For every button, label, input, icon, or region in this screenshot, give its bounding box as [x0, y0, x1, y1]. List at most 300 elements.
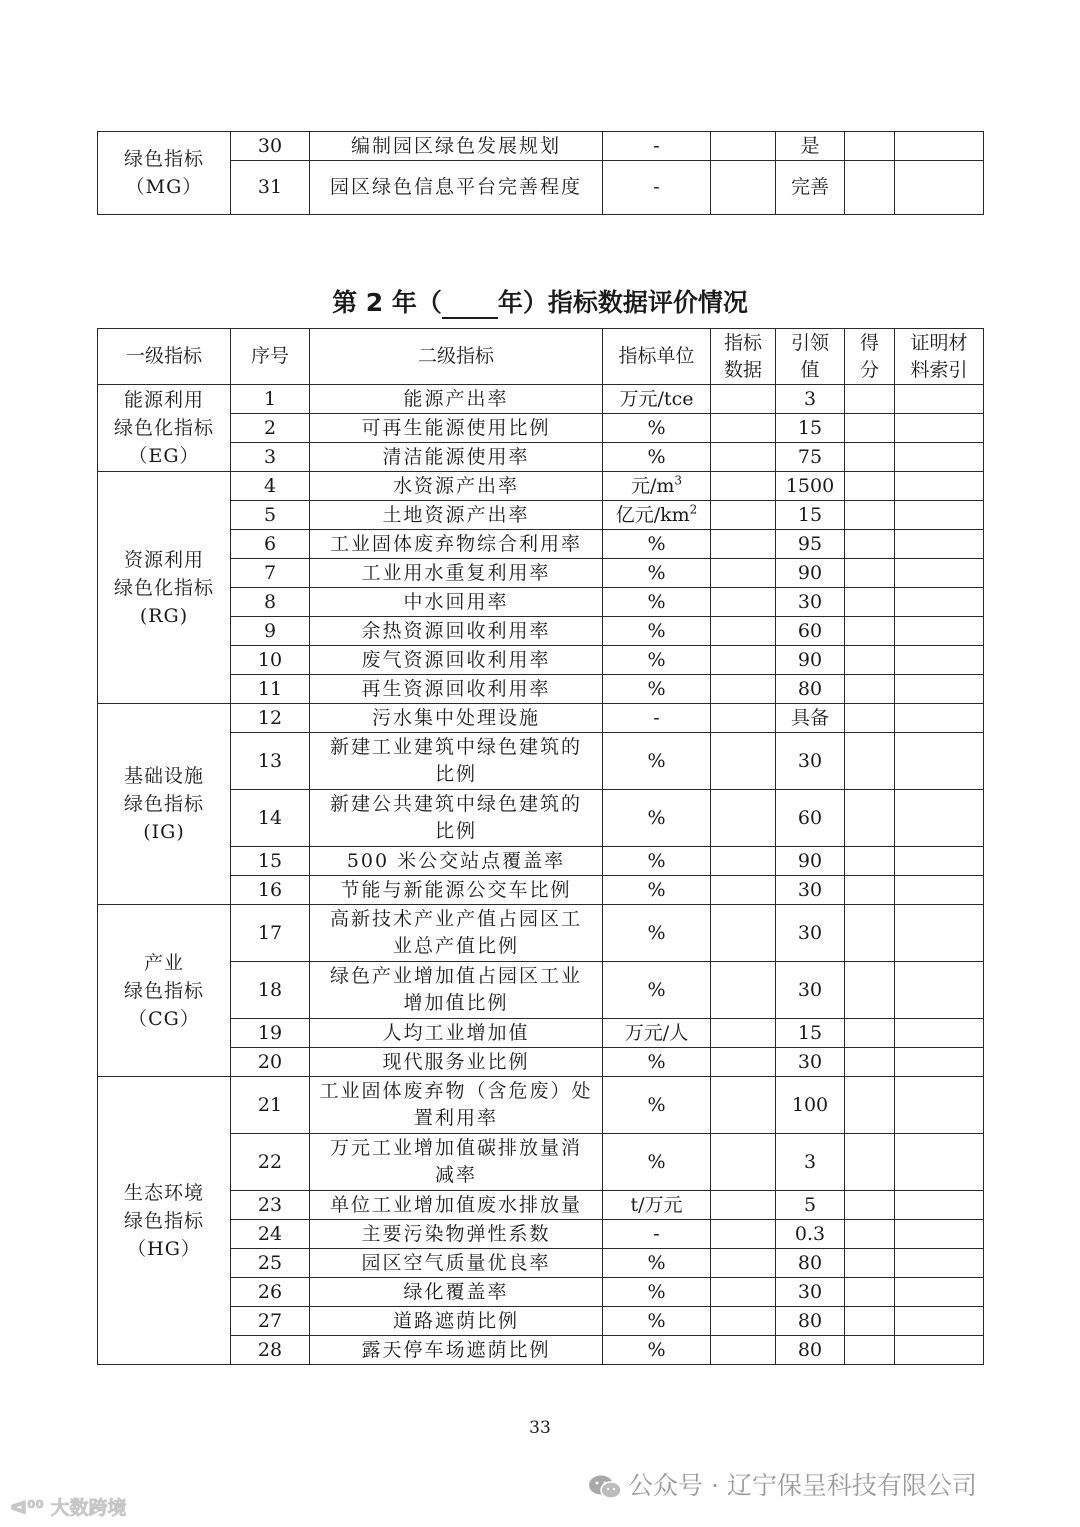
- category-line: 资源利用: [123, 548, 204, 571]
- row-evidence: [895, 675, 984, 704]
- title-prefix: 第 2 年（: [332, 288, 442, 317]
- row-unit: [603, 588, 711, 617]
- row-evidence: [895, 559, 984, 588]
- row-data: [711, 704, 776, 733]
- row-target: 15: [776, 1019, 845, 1048]
- unit-text: %: [647, 648, 666, 671]
- row-unit: [603, 1220, 711, 1249]
- table-row: [98, 1134, 984, 1191]
- row-score: [845, 617, 895, 646]
- row-target: 100: [776, 1077, 845, 1134]
- wechat-icon: [588, 1474, 622, 1500]
- row-no: 27: [231, 1307, 310, 1336]
- row-target: 80: [776, 675, 845, 704]
- row-unit: [603, 1048, 711, 1077]
- indicator-line: 置利用率: [413, 1107, 498, 1129]
- row-evidence: [895, 617, 984, 646]
- unit-superscript: 3: [674, 473, 683, 488]
- unit-text: -: [653, 1222, 660, 1245]
- row-data: [711, 1019, 776, 1048]
- row-score: [845, 414, 895, 443]
- unit-text: %: [647, 532, 666, 555]
- indicator-line: 废气资源回收利用率: [361, 648, 551, 671]
- wechat-watermark: [588, 1466, 977, 1502]
- row-score: [845, 588, 895, 617]
- indicator-line: 减率: [434, 1164, 477, 1186]
- category-cell: [98, 704, 231, 905]
- row-indicator: [310, 501, 603, 530]
- indicator-line: 人均工业增加值: [382, 1021, 530, 1044]
- row-score: [845, 962, 895, 1019]
- row-data: [711, 385, 776, 414]
- row-score: [845, 1019, 895, 1048]
- indicator-line: 新建公共建筑中绿色建筑的: [329, 793, 582, 815]
- row-score: [845, 1307, 895, 1336]
- row-evidence: [895, 905, 984, 962]
- row-score: [845, 704, 895, 733]
- indicator-line: 绿色产业增加值占园区工业: [329, 965, 582, 987]
- unit-text: t/万元: [630, 1193, 683, 1216]
- row-target: 3: [776, 385, 845, 414]
- unit-text: %: [647, 677, 666, 700]
- row-no: 26: [231, 1278, 310, 1307]
- row-evidence: [895, 1307, 984, 1336]
- row-score: [845, 1077, 895, 1134]
- row-evidence: [895, 161, 984, 215]
- unit-text: 万元/tce: [619, 387, 694, 410]
- row-no: 11: [231, 675, 310, 704]
- header-level1: 一级指标: [98, 329, 231, 385]
- row-evidence: [895, 385, 984, 414]
- row-score: [845, 1134, 895, 1191]
- indicator-line: 高新技术产业产值占园区工: [329, 908, 582, 930]
- table-row: [98, 588, 984, 617]
- table-row: [98, 704, 984, 733]
- row-score: [845, 132, 895, 161]
- row-indicator: [310, 675, 603, 704]
- indicator-table: [97, 328, 984, 1365]
- row-indicator: [310, 962, 603, 1019]
- row-data: [711, 1220, 776, 1249]
- unit-text: %: [647, 1338, 666, 1361]
- row-indicator: [310, 905, 603, 962]
- row-target: 完善: [776, 161, 845, 215]
- row-target: 60: [776, 790, 845, 847]
- header-evidence-line: 料索引: [910, 358, 968, 381]
- table-row: [98, 876, 984, 905]
- row-target: 30: [776, 1048, 845, 1077]
- header-score-line: 得: [859, 331, 879, 354]
- table-row: [98, 472, 984, 501]
- indicator-line: 能源产出率: [403, 387, 509, 410]
- indicator-line: 余热资源回收利用率: [361, 619, 551, 642]
- category-cell: [98, 1077, 231, 1365]
- row-evidence: [895, 1249, 984, 1278]
- row-data: [711, 501, 776, 530]
- category-cell: [98, 905, 231, 1077]
- row-unit: [603, 1249, 711, 1278]
- indicator-line: 工业固体废弃物综合利用率: [329, 532, 582, 555]
- table-row: [98, 962, 984, 1019]
- row-score: [845, 1278, 895, 1307]
- top-table: [97, 131, 984, 215]
- unit-text: %: [647, 978, 666, 1001]
- row-data: [711, 847, 776, 876]
- category-line: (RG): [139, 604, 189, 627]
- category-line: （HG）: [127, 1237, 201, 1260]
- row-target: 80: [776, 1307, 845, 1336]
- row-target: 15: [776, 414, 845, 443]
- row-data: [711, 675, 776, 704]
- row-no: 18: [231, 962, 310, 1019]
- row-indicator: [310, 1191, 603, 1220]
- unit-text: %: [647, 1093, 666, 1116]
- unit-text: %: [647, 921, 666, 944]
- header-target-line: 值: [800, 358, 820, 381]
- category-line: 绿色指标: [123, 148, 204, 170]
- category-line: 生态环境: [123, 1181, 204, 1204]
- row-unit: [603, 847, 711, 876]
- row-target: 75: [776, 443, 845, 472]
- row-unit: [603, 905, 711, 962]
- row-unit: [603, 704, 711, 733]
- unit-text: 元/m: [630, 474, 675, 497]
- row-data: [711, 790, 776, 847]
- category-line: 基础设施: [123, 765, 204, 787]
- row-unit: [603, 385, 711, 414]
- row-evidence: [895, 1191, 984, 1220]
- row-indicator: 编制园区绿色发展规划: [310, 132, 603, 161]
- table-row: [98, 559, 984, 588]
- row-no: 8: [231, 588, 310, 617]
- row-data: [711, 530, 776, 559]
- unit-text: -: [653, 706, 660, 729]
- row-no: 28: [231, 1336, 310, 1365]
- watermark-left-text: 大数跨境: [50, 1497, 127, 1519]
- indicator-line: 新建工业建筑中绿色建筑的: [329, 736, 582, 758]
- title-suffix: 年）指标数据评价情况: [497, 288, 748, 317]
- category-cell: [98, 385, 231, 472]
- row-score: [845, 733, 895, 790]
- row-score: [845, 905, 895, 962]
- unit-text: %: [647, 878, 666, 901]
- unit-superscript: 2: [689, 502, 698, 517]
- row-unit: [603, 559, 711, 588]
- row-unit: [603, 501, 711, 530]
- row-indicator: [310, 530, 603, 559]
- row-evidence: [895, 704, 984, 733]
- row-no: 22: [231, 1134, 310, 1191]
- row-score: [845, 501, 895, 530]
- row-no: 19: [231, 1019, 310, 1048]
- unit-text: %: [647, 806, 666, 829]
- row-no: 15: [231, 847, 310, 876]
- row-evidence: [895, 1134, 984, 1191]
- indicator-line: 可再生能源使用比例: [361, 416, 551, 439]
- row-indicator: [310, 472, 603, 501]
- row-evidence: [895, 414, 984, 443]
- category-cell: [98, 132, 231, 215]
- header-score: [845, 329, 895, 385]
- watermark-logo-icon: ᐊ⁰⁰: [10, 1497, 51, 1519]
- unit-text: %: [647, 1309, 666, 1332]
- unit-text: %: [647, 849, 666, 872]
- category-line: (IG): [143, 821, 185, 843]
- indicator-line: 土地资源产出率: [382, 503, 530, 526]
- indicator-line: 增加值比例: [403, 992, 509, 1014]
- row-indicator: 园区绿色信息平台完善程度: [310, 161, 603, 215]
- row-evidence: [895, 962, 984, 1019]
- row-no: 4: [231, 472, 310, 501]
- row-no: 13: [231, 733, 310, 790]
- row-no: 16: [231, 876, 310, 905]
- row-unit: [603, 1134, 711, 1191]
- row-unit: -: [603, 132, 711, 161]
- row-indicator: [310, 1249, 603, 1278]
- indicator-line: 园区空气质量优良率: [361, 1251, 551, 1274]
- table-row: [98, 443, 984, 472]
- row-target: 90: [776, 559, 845, 588]
- unit-text: %: [647, 1251, 666, 1274]
- row-no: 14: [231, 790, 310, 847]
- row-evidence: [895, 876, 984, 905]
- row-unit: [603, 530, 711, 559]
- row-no: 3: [231, 443, 310, 472]
- row-data: [711, 1077, 776, 1134]
- row-unit: [603, 962, 711, 1019]
- indicator-line: 工业固体废弃物（含危废）处: [319, 1080, 593, 1102]
- row-indicator: [310, 617, 603, 646]
- category-line: （MG）: [125, 176, 203, 198]
- row-no: 24: [231, 1220, 310, 1249]
- row-unit: -: [603, 161, 711, 215]
- category-line: 绿色指标: [123, 793, 204, 815]
- page-number: 33: [529, 1418, 551, 1438]
- category-line: （EG）: [128, 445, 200, 467]
- row-data: [711, 472, 776, 501]
- row-score: [845, 1191, 895, 1220]
- row-unit: [603, 876, 711, 905]
- row-unit: [603, 1336, 711, 1365]
- header-data-line: 数据: [723, 358, 762, 381]
- row-score: [845, 1336, 895, 1365]
- row-evidence: [895, 472, 984, 501]
- indicator-line: 比例: [434, 763, 477, 785]
- row-no: 25: [231, 1249, 310, 1278]
- unit-text: %: [647, 619, 666, 642]
- indicator-line: 节能与新能源公交车比例: [340, 878, 572, 901]
- row-no: 1: [231, 385, 310, 414]
- row-no: 30: [231, 132, 310, 161]
- row-target: 30: [776, 733, 845, 790]
- row-target: 30: [776, 1278, 845, 1307]
- row-target: 60: [776, 617, 845, 646]
- row-unit: [603, 472, 711, 501]
- table-row: [98, 617, 984, 646]
- row-data: [711, 132, 776, 161]
- table-row: [98, 501, 984, 530]
- row-no: 23: [231, 1191, 310, 1220]
- indicator-line: 清洁能源使用率: [382, 445, 530, 468]
- category-line: （CG）: [128, 1007, 200, 1030]
- row-no: 6: [231, 530, 310, 559]
- row-evidence: [895, 501, 984, 530]
- row-data: [711, 1278, 776, 1307]
- row-unit: [603, 414, 711, 443]
- row-indicator: [310, 1048, 603, 1077]
- table-row: [98, 414, 984, 443]
- row-target: 15: [776, 501, 845, 530]
- row-no: 2: [231, 414, 310, 443]
- row-evidence: [895, 132, 984, 161]
- row-data: [711, 414, 776, 443]
- watermark-right-text: 公众号 · 辽宁保呈科技有限公司: [628, 1471, 977, 1500]
- row-target: 95: [776, 530, 845, 559]
- table-row: [98, 132, 984, 161]
- category-line: 绿色指标: [123, 1209, 204, 1232]
- row-unit: [603, 1191, 711, 1220]
- row-evidence: [895, 588, 984, 617]
- row-no: 9: [231, 617, 310, 646]
- row-unit: [603, 443, 711, 472]
- row-score: [845, 559, 895, 588]
- row-indicator: [310, 588, 603, 617]
- row-unit: [603, 1077, 711, 1134]
- row-unit: [603, 1278, 711, 1307]
- row-target: 30: [776, 962, 845, 1019]
- row-score: [845, 530, 895, 559]
- row-score: [845, 472, 895, 501]
- row-evidence: [895, 1019, 984, 1048]
- row-indicator: [310, 1077, 603, 1134]
- table-row: [98, 1278, 984, 1307]
- row-evidence: [895, 1077, 984, 1134]
- row-target: 3: [776, 1134, 845, 1191]
- header-no: 序号: [231, 329, 310, 385]
- row-target: 80: [776, 1249, 845, 1278]
- row-target: 30: [776, 876, 845, 905]
- row-unit: [603, 733, 711, 790]
- row-unit: [603, 1019, 711, 1048]
- table-row: [98, 1191, 984, 1220]
- row-target: 5: [776, 1191, 845, 1220]
- row-indicator: [310, 876, 603, 905]
- row-indicator: [310, 790, 603, 847]
- header-target-line: 引领: [790, 331, 829, 354]
- row-indicator: [310, 1307, 603, 1336]
- unit-text: %: [647, 445, 666, 468]
- row-data: [711, 876, 776, 905]
- table-row: [98, 847, 984, 876]
- row-score: [845, 675, 895, 704]
- indicator-line: 单位工业增加值废水排放量: [329, 1193, 582, 1216]
- header-row: [98, 329, 984, 385]
- row-data: [711, 1336, 776, 1365]
- indicator-line: 业总产值比例: [392, 935, 519, 957]
- corner-watermark: [10, 1493, 126, 1520]
- row-data: [711, 559, 776, 588]
- header-data: [711, 329, 776, 385]
- row-indicator: [310, 1220, 603, 1249]
- category-line: 能源利用: [123, 389, 204, 411]
- header-data-line: 指标: [723, 331, 762, 354]
- row-data: [711, 1307, 776, 1336]
- section-title: [0, 283, 1080, 319]
- unit-text: %: [647, 749, 666, 772]
- row-target: 90: [776, 847, 845, 876]
- row-target: 90: [776, 646, 845, 675]
- row-no: 7: [231, 559, 310, 588]
- row-target: 80: [776, 1336, 845, 1365]
- unit-text: %: [647, 1280, 666, 1303]
- row-target: 30: [776, 588, 845, 617]
- indicator-line: 500 米公交站点覆盖率: [346, 849, 566, 872]
- table-row: [98, 385, 984, 414]
- unit-text: %: [647, 416, 666, 439]
- row-data: [711, 161, 776, 215]
- row-data: [711, 617, 776, 646]
- row-unit: [603, 646, 711, 675]
- table-row: [98, 1048, 984, 1077]
- indicator-line: 工业用水重复利用率: [361, 561, 551, 584]
- table-row: [98, 646, 984, 675]
- unit-text: 万元/人: [624, 1021, 689, 1044]
- table-row: [98, 905, 984, 962]
- row-score: [845, 1220, 895, 1249]
- row-no: 5: [231, 501, 310, 530]
- row-indicator: [310, 443, 603, 472]
- table-row: [98, 1336, 984, 1365]
- row-unit: [603, 675, 711, 704]
- table-row: [98, 675, 984, 704]
- category-line: 绿色化指标: [113, 576, 214, 599]
- row-score: [845, 790, 895, 847]
- category-line: 产业: [143, 951, 184, 974]
- row-evidence: [895, 790, 984, 847]
- table-row: [98, 1077, 984, 1134]
- row-indicator: [310, 385, 603, 414]
- row-evidence: [895, 443, 984, 472]
- header-evidence: [895, 329, 984, 385]
- row-indicator: [310, 1278, 603, 1307]
- row-indicator: [310, 646, 603, 675]
- indicator-line: 比例: [434, 820, 477, 842]
- row-indicator: [310, 414, 603, 443]
- row-data: [711, 905, 776, 962]
- row-evidence: [895, 530, 984, 559]
- row-target: 1500: [776, 472, 845, 501]
- indicator-line: 中水回用率: [403, 590, 509, 613]
- row-no: 31: [231, 161, 310, 215]
- row-score: [845, 385, 895, 414]
- category-line: 绿色化指标: [113, 417, 214, 439]
- row-score: [845, 1048, 895, 1077]
- unit-text: 亿元/km: [615, 503, 690, 526]
- row-score: [845, 847, 895, 876]
- row-data: [711, 588, 776, 617]
- row-evidence: [895, 646, 984, 675]
- indicator-line: 露天停车场遮荫比例: [361, 1338, 551, 1361]
- row-unit: [603, 617, 711, 646]
- category-line: 绿色指标: [123, 979, 204, 1002]
- row-no: 12: [231, 704, 310, 733]
- header-level2: 二级指标: [310, 329, 603, 385]
- row-no: 20: [231, 1048, 310, 1077]
- row-evidence: [895, 1278, 984, 1307]
- row-data: [711, 733, 776, 790]
- row-indicator: [310, 1019, 603, 1048]
- indicator-line: 再生资源回收利用率: [361, 677, 551, 700]
